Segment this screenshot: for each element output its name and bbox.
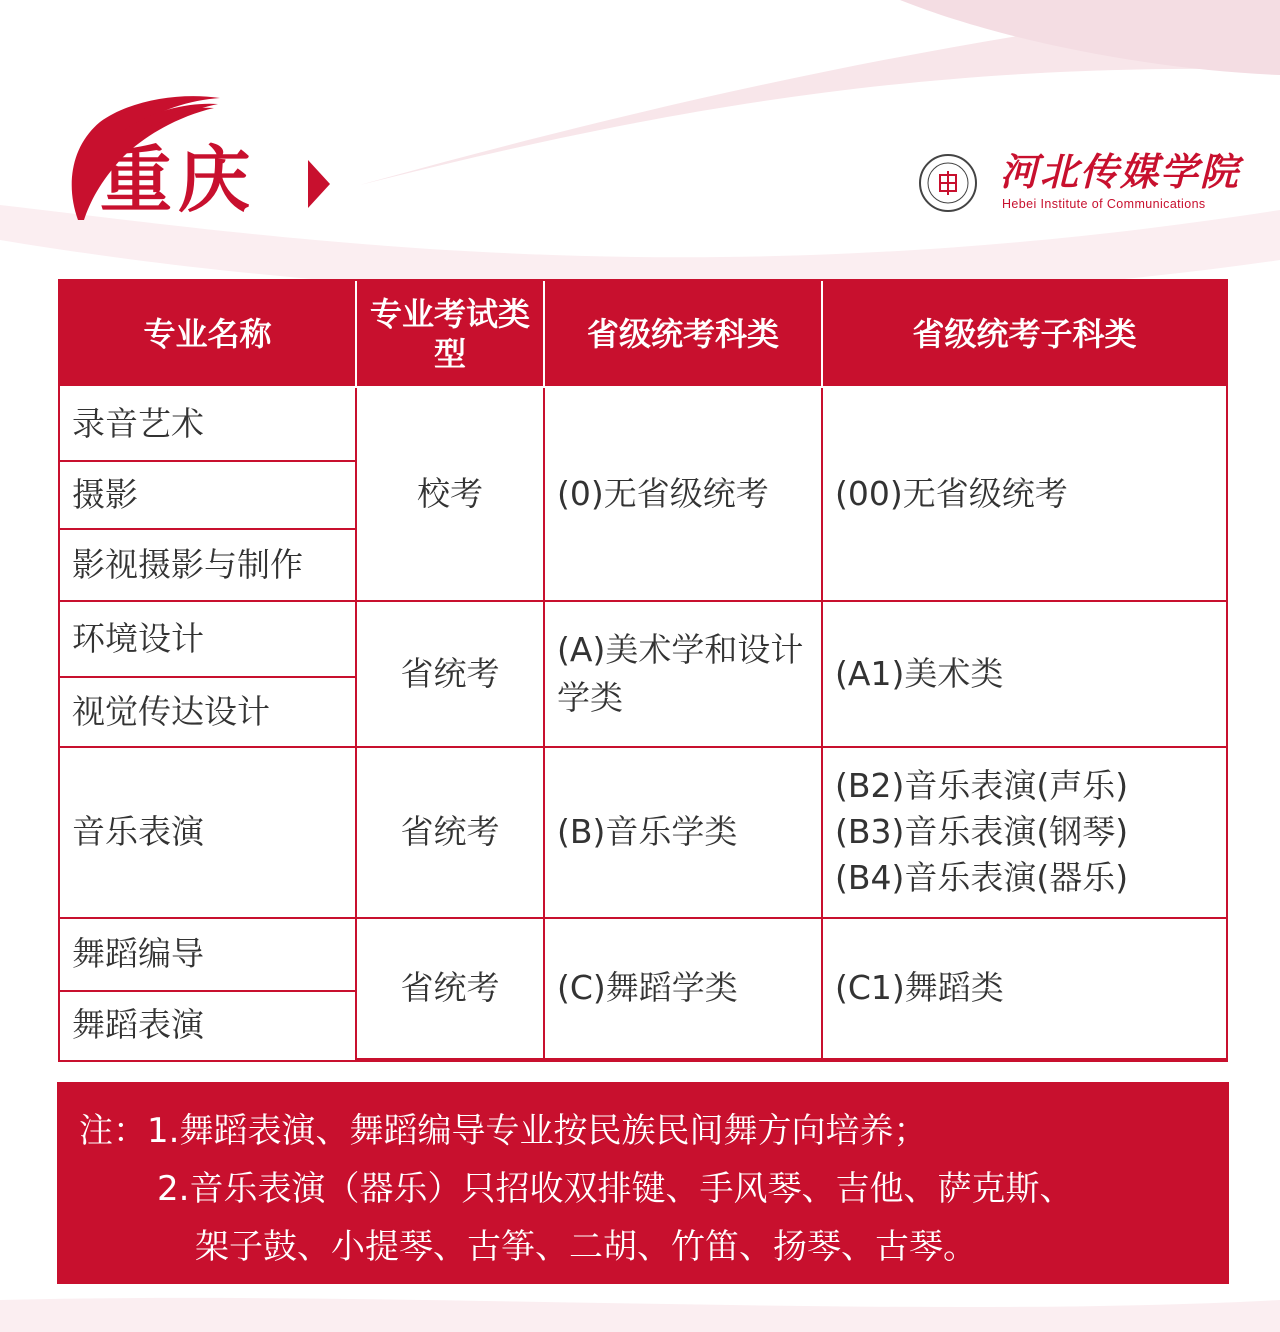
note-item-2-line-2: 架子鼓、小提琴、古筝、二胡、竹笛、扬琴、古琴。 <box>195 1227 977 1267</box>
category-cell: (B)音乐学类 <box>544 747 822 918</box>
major-cell: 舞蹈编导 <box>60 918 356 991</box>
major-cell: 音乐表演 <box>60 747 356 918</box>
major-cell: 录音艺术 <box>60 387 356 461</box>
header-subcategory: 省级统考子科类 <box>822 281 1226 387</box>
header-major: 专业名称 <box>60 281 356 387</box>
school-seal-icon <box>918 153 978 213</box>
subcategory-cell <box>822 747 1226 918</box>
note-item-2-line-1: 2.音乐表演（器乐）只招收双排键、手风琴、吉他、萨克斯、 <box>157 1169 1074 1209</box>
exam-type-cell: 省统考 <box>356 747 544 918</box>
subcategory-line: (B4)音乐表演(器乐) <box>835 858 1129 898</box>
subcategory-cell: (C1)舞蹈类 <box>822 918 1226 1059</box>
header-category: 省级统考科类 <box>544 281 822 387</box>
subcategory-line: (B3)音乐表演(钢琴) <box>835 812 1129 852</box>
exam-type-cell: 校考 <box>356 387 544 601</box>
table-header-row <box>60 281 1226 387</box>
major-cell: 摄影 <box>60 461 356 529</box>
school-name-en: Hebei Institute of Communications <box>1002 197 1206 211</box>
note-item-1: 1.舞蹈表演、舞蹈编导专业按民族民间舞方向培养； <box>147 1111 928 1151</box>
category-cell: (C)舞蹈学类 <box>544 918 822 1059</box>
subcategory-line: (B2)音乐表演(声乐) <box>835 766 1129 806</box>
table-row <box>60 747 1226 918</box>
subcategory-cell: (A1)美术类 <box>822 601 1226 746</box>
major-cell: 影视摄影与制作 <box>60 529 356 601</box>
header-exam-type: 专业考试类型 <box>356 281 544 387</box>
table-row <box>60 601 1226 677</box>
notes-line-1 <box>79 1100 927 1162</box>
category-cell: (0)无省级统考 <box>544 387 822 601</box>
subcategory-cell: (00)无省级统考 <box>822 387 1226 601</box>
school-name-cn: 河北传媒学院 <box>1000 149 1241 194</box>
admission-table <box>58 279 1228 1062</box>
major-cell: 环境设计 <box>60 601 356 677</box>
school-brand <box>918 149 1241 220</box>
category-cell: (A)美术学和设计学类 <box>544 601 822 746</box>
notes-box <box>57 1082 1229 1284</box>
exam-type-cell: 省统考 <box>356 918 544 1059</box>
major-cell: 视觉传达设计 <box>60 677 356 746</box>
notes-prefix: 注： <box>79 1111 147 1151</box>
major-cell: 舞蹈表演 <box>60 991 356 1059</box>
table-row <box>60 387 1226 461</box>
table-row <box>60 918 1226 991</box>
region-title: 重庆 <box>100 138 257 222</box>
header <box>0 0 1280 260</box>
exam-type-cell: 省统考 <box>356 601 544 746</box>
